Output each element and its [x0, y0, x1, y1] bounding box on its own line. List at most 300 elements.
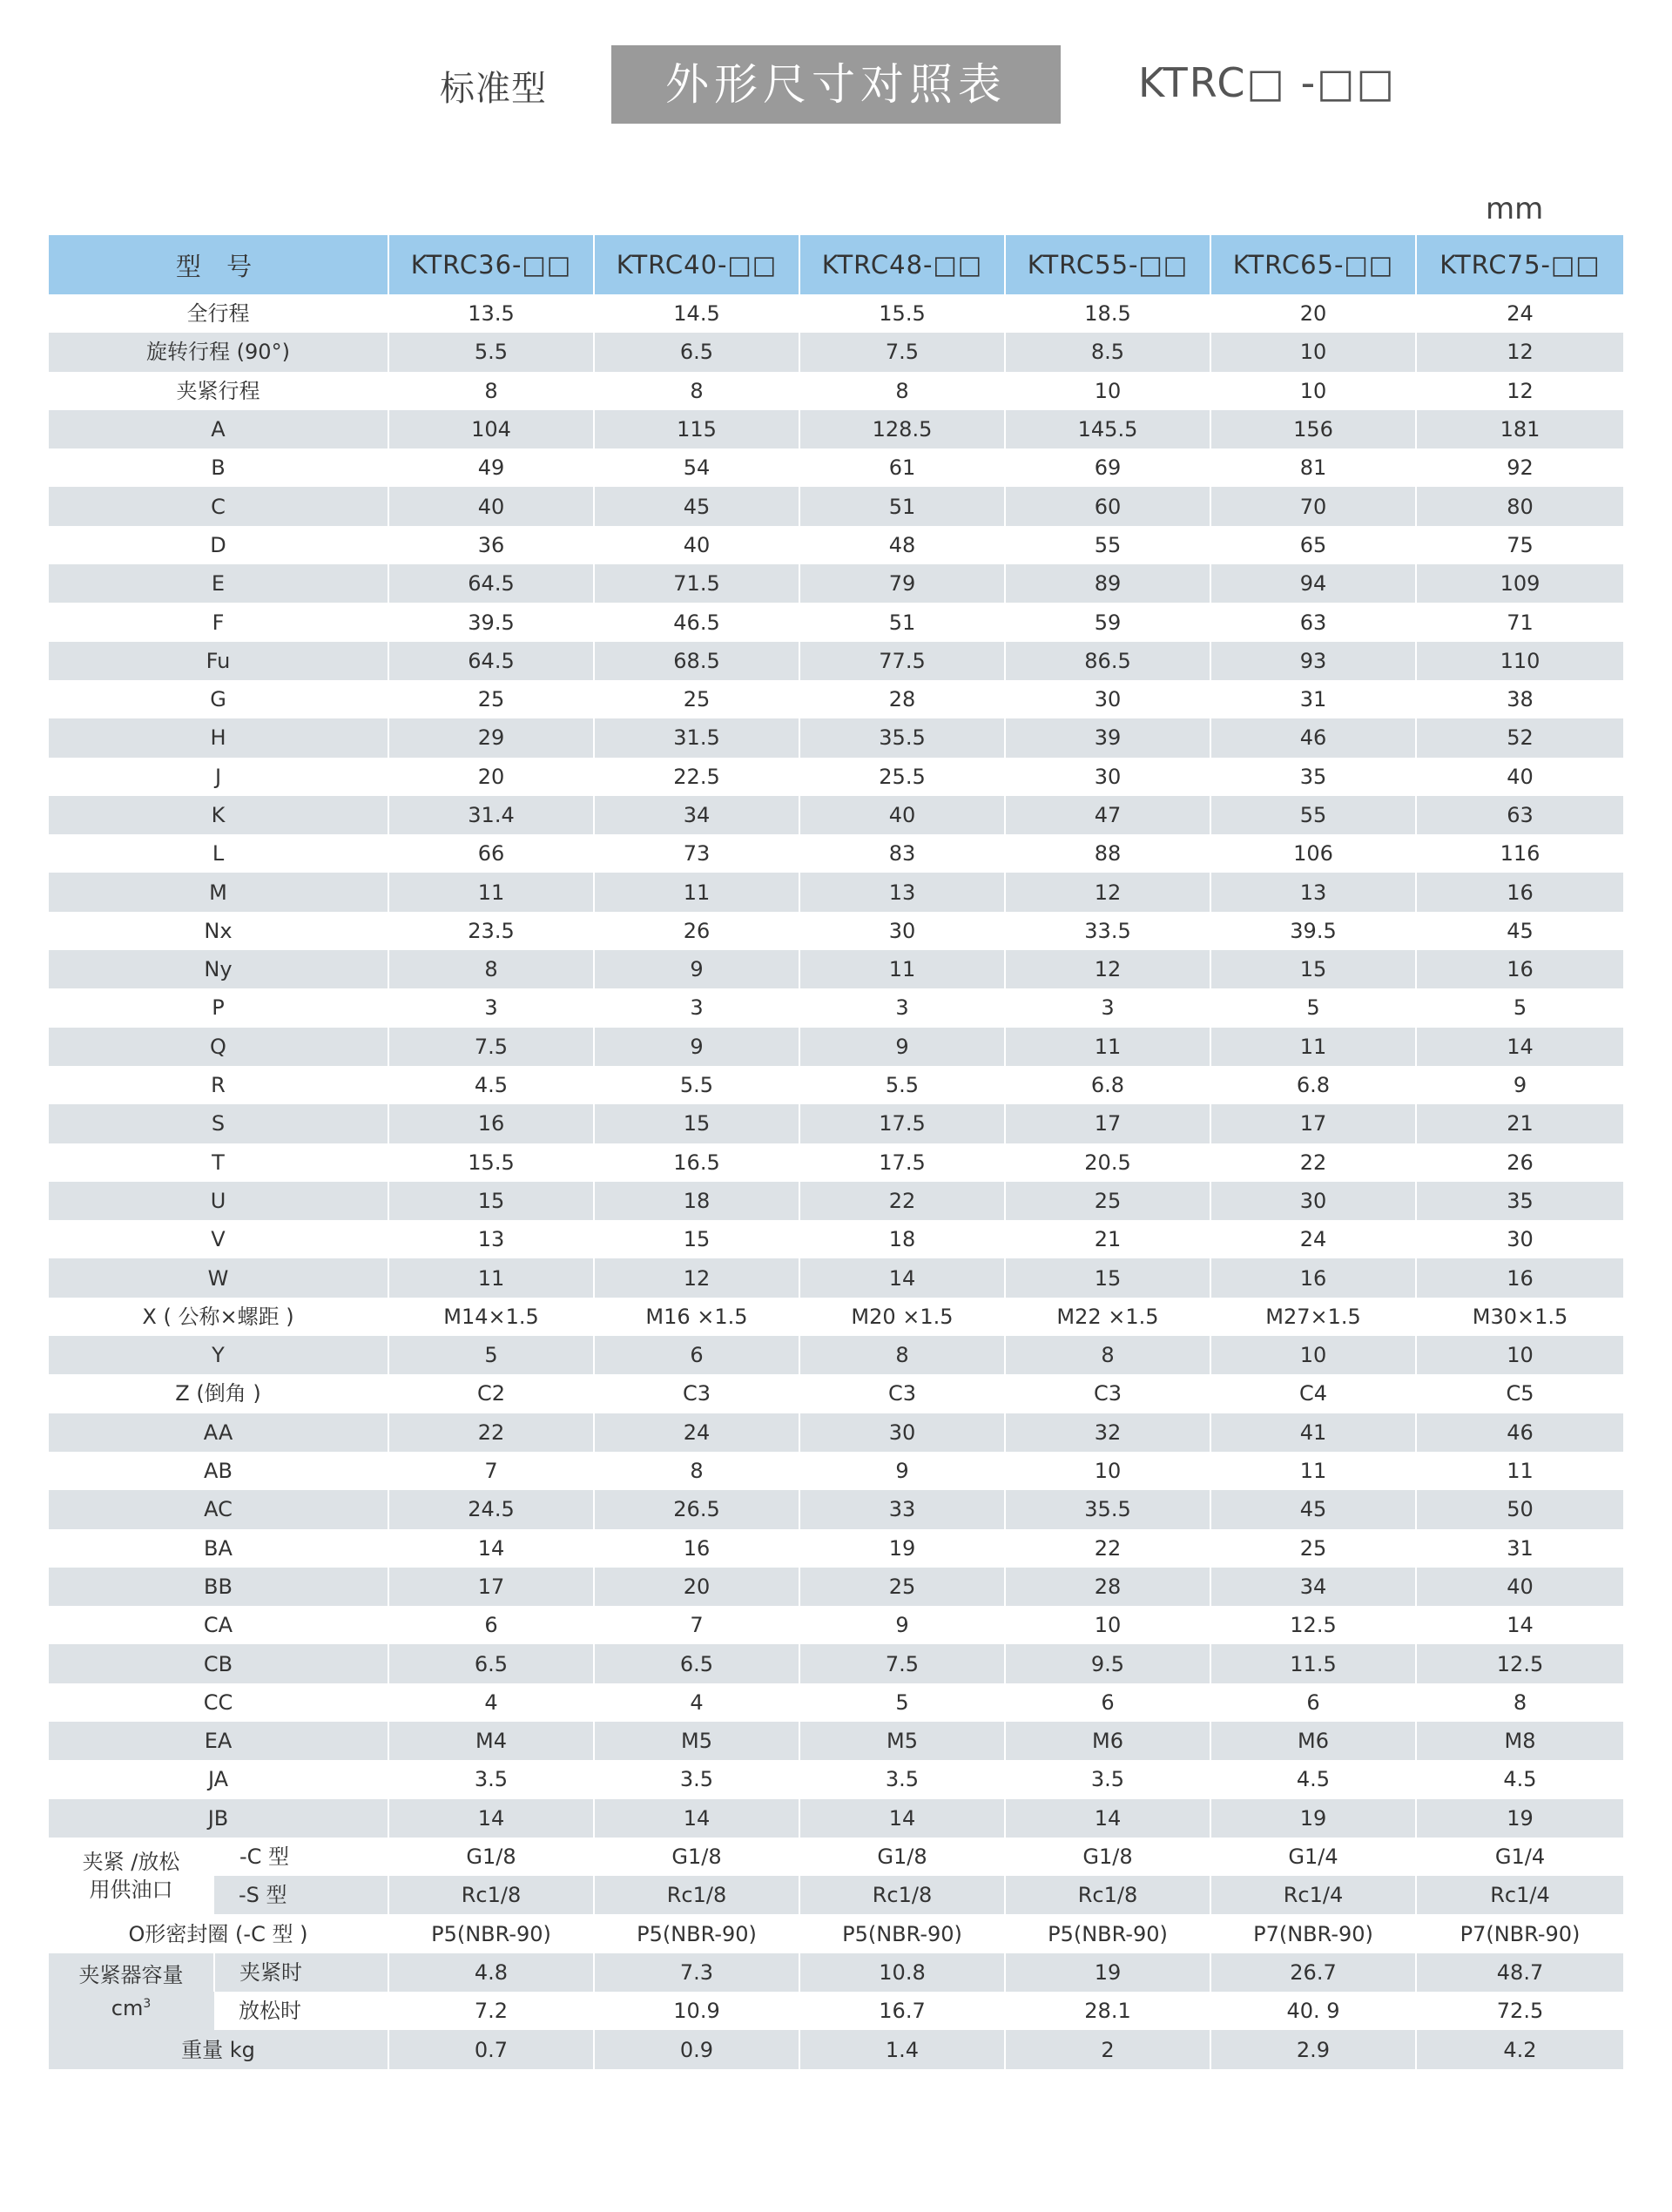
table-cell: 22.5 [594, 758, 799, 796]
table-cell: 51 [799, 603, 1005, 641]
row-label: M [49, 873, 388, 911]
row-sublabel: -C 型 [214, 1838, 388, 1876]
table-cell: G1/4 [1210, 1838, 1416, 1876]
table-row [49, 294, 1623, 333]
table-cell: 6.5 [388, 1644, 594, 1683]
table-cell: 6 [388, 1606, 594, 1644]
table-cell: C3 [799, 1374, 1005, 1413]
table-cell: 6.5 [594, 1644, 799, 1683]
table-cell: 5 [388, 1336, 594, 1374]
table-cell: 3 [388, 988, 594, 1027]
table-cell: 25 [594, 680, 799, 718]
table-cell: 15.5 [799, 294, 1005, 333]
table-cell: 9 [1416, 1066, 1623, 1104]
table-cell: 33.5 [1005, 912, 1210, 950]
table-cell: G1/8 [388, 1838, 594, 1876]
table-cell: 15 [594, 1220, 799, 1258]
table-cell: 14.5 [594, 294, 799, 333]
table-cell: 9.5 [1005, 1644, 1210, 1683]
table-cell: 6 [1005, 1683, 1210, 1722]
table-cell: 26 [1416, 1143, 1623, 1182]
table-cell: M20 ×1.5 [799, 1298, 1005, 1336]
row-label: P [49, 988, 388, 1027]
row-label: C [49, 487, 388, 525]
table-cell: 11 [594, 873, 799, 911]
table-row [49, 1490, 1623, 1528]
row-label: 旋转行程 (90°) [49, 333, 388, 371]
row-label: T [49, 1143, 388, 1182]
table-cell: 14 [388, 1529, 594, 1568]
table-cell: 4.8 [388, 1953, 594, 1992]
row-label: CB [49, 1644, 388, 1683]
table-cell: M6 [1005, 1722, 1210, 1760]
table-cell: 15 [388, 1182, 594, 1220]
table-cell: Rc1/8 [388, 1876, 594, 1914]
table-cell: 12 [1005, 873, 1210, 911]
table-cell: 22 [388, 1413, 594, 1452]
table-row [49, 642, 1623, 680]
table-cell: 22 [799, 1182, 1005, 1220]
table-cell: 22 [1005, 1529, 1210, 1568]
table-cell: 128.5 [799, 410, 1005, 448]
table-cell: 7.5 [799, 1644, 1005, 1683]
table-cell: 88 [1005, 834, 1210, 873]
table-cell: 7.5 [799, 333, 1005, 371]
row-label: R [49, 1066, 388, 1104]
table-cell: 94 [1210, 564, 1416, 603]
table-cell: 45 [1210, 1490, 1416, 1528]
table-cell: 47 [1005, 796, 1210, 834]
table-cell: 93 [1210, 642, 1416, 680]
table-cell: 30 [799, 1413, 1005, 1452]
table-cell: 20.5 [1005, 1143, 1210, 1182]
table-cell: 20 [388, 758, 594, 796]
table-cell: 6.5 [594, 333, 799, 371]
table-cell: 11 [1210, 1452, 1416, 1490]
table-cell: 28.1 [1005, 1992, 1210, 2030]
table-cell: 9 [799, 1452, 1005, 1490]
column-header: KTRC75-□□ [1416, 235, 1623, 294]
table-cell: 116 [1416, 834, 1623, 873]
row-label: CC [49, 1683, 388, 1722]
table-cell: 30 [1005, 758, 1210, 796]
table-cell: 12.5 [1416, 1644, 1623, 1683]
row-label: JA [49, 1760, 388, 1798]
table-cell: 0.7 [388, 2030, 594, 2068]
table-cell: 11 [388, 873, 594, 911]
table-cell: 31 [1210, 680, 1416, 718]
table-cell: 10 [1005, 372, 1210, 410]
table-cell: 9 [799, 1028, 1005, 1066]
table-cell: P5(NBR-90) [388, 1914, 594, 1952]
row-label: AC [49, 1490, 388, 1528]
table-row [49, 1876, 1623, 1914]
table-cell: 14 [594, 1799, 799, 1838]
table-cell: 63 [1210, 603, 1416, 641]
table-cell: 145.5 [1005, 410, 1210, 448]
table-cell: 3 [594, 988, 799, 1027]
row-label: 重量 kg [49, 2030, 388, 2068]
row-label: D [49, 526, 388, 564]
table-cell: 13 [1210, 873, 1416, 911]
table-cell: 10 [1416, 1336, 1623, 1374]
table-cell: 36 [388, 526, 594, 564]
table-cell: 13 [799, 873, 1005, 911]
row-label: W [49, 1258, 388, 1297]
table-row [49, 372, 1623, 410]
table-cell: 83 [799, 834, 1005, 873]
table-cell: 7.2 [388, 1992, 594, 2030]
table-cell: G1/8 [594, 1838, 799, 1876]
row-label: A [49, 410, 388, 448]
table-cell: 79 [799, 564, 1005, 603]
row-label: JB [49, 1799, 388, 1838]
table-cell: 23.5 [388, 912, 594, 950]
table-cell: 13 [388, 1220, 594, 1258]
table-cell: 32 [1005, 1413, 1210, 1452]
table-cell: 60 [1005, 487, 1210, 525]
table-cell: 45 [594, 487, 799, 525]
table-cell: 8 [594, 372, 799, 410]
table-cell: 5 [1210, 988, 1416, 1027]
row-label: G [49, 680, 388, 718]
table-cell: C4 [1210, 1374, 1416, 1413]
table-row [49, 873, 1623, 911]
table-cell: 31.5 [594, 718, 799, 757]
table-cell: 26.5 [594, 1490, 799, 1528]
table-cell: 11.5 [1210, 1644, 1416, 1683]
row-label: 全行程 [49, 294, 388, 333]
row-label: B [49, 448, 388, 487]
table-row [49, 448, 1623, 487]
table-row [49, 1838, 1623, 1876]
table-row [49, 1143, 1623, 1182]
table-cell: 8 [799, 1336, 1005, 1374]
table-cell: 9 [594, 950, 799, 988]
table-cell: 70 [1210, 487, 1416, 525]
row-label: EA [49, 1722, 388, 1760]
table-cell: 40 [1416, 1568, 1623, 1606]
table-cell: 34 [1210, 1568, 1416, 1606]
table-cell: 3.5 [1005, 1760, 1210, 1798]
row-label: Fu [49, 642, 388, 680]
table-cell: 109 [1416, 564, 1623, 603]
table-cell: 8 [799, 372, 1005, 410]
table-cell: 106 [1210, 834, 1416, 873]
table-cell: 7.3 [594, 1953, 799, 1992]
table-cell: 3 [1005, 988, 1210, 1027]
table-cell: 75 [1416, 526, 1623, 564]
table-cell: 65 [1210, 526, 1416, 564]
row-label: V [49, 1220, 388, 1258]
row-label: Q [49, 1028, 388, 1066]
table-row [49, 1953, 1623, 1992]
table-cell: 21 [1005, 1220, 1210, 1258]
row-label: H [49, 718, 388, 757]
table-cell: 20 [1210, 294, 1416, 333]
row-label: Y [49, 1336, 388, 1374]
table-row [49, 487, 1623, 525]
table-row [49, 950, 1623, 988]
table-cell: 14 [1005, 1799, 1210, 1838]
table-cell: 19 [1416, 1799, 1623, 1838]
table-row [49, 1374, 1623, 1413]
table-cell: 13.5 [388, 294, 594, 333]
table-cell: 3.5 [799, 1760, 1005, 1798]
row-label: L [49, 834, 388, 873]
table-row [49, 1529, 1623, 1568]
table-cell: 64.5 [388, 564, 594, 603]
table-row [49, 1606, 1623, 1644]
table-cell: 50 [1416, 1490, 1623, 1528]
table-cell: 5.5 [799, 1066, 1005, 1104]
table-cell: 15 [594, 1104, 799, 1143]
table-cell: 20 [594, 1568, 799, 1606]
table-cell: P7(NBR-90) [1416, 1914, 1623, 1952]
table-cell: 5 [1416, 988, 1623, 1027]
table-cell: 1.4 [799, 2030, 1005, 2068]
table-cell: 48 [799, 526, 1005, 564]
table-row [49, 1644, 1623, 1683]
table-row [49, 1760, 1623, 1798]
table-cell: 28 [799, 680, 1005, 718]
table-cell: 40 [799, 796, 1005, 834]
table-cell: 16.7 [799, 1992, 1005, 2030]
table-row [49, 603, 1623, 641]
table-row [49, 1336, 1623, 1374]
table-cell: 14 [1416, 1606, 1623, 1644]
volume-unit-superscript: 3 [143, 1997, 152, 2012]
row-sublabel: -S 型 [214, 1876, 388, 1914]
table-row [49, 1104, 1623, 1143]
table-cell: 40 [1416, 758, 1623, 796]
table-cell: 17.5 [799, 1104, 1005, 1143]
table-cell: 9 [799, 1606, 1005, 1644]
table-cell: 25 [1210, 1529, 1416, 1568]
table-cell: 10 [1210, 1336, 1416, 1374]
table-cell: 10 [1005, 1606, 1210, 1644]
table-cell: M5 [799, 1722, 1005, 1760]
table-cell: M27×1.5 [1210, 1298, 1416, 1336]
table-cell: 5 [799, 1683, 1005, 1722]
row-label: S [49, 1104, 388, 1143]
table-row [49, 1452, 1623, 1490]
table-cell: 51 [799, 487, 1005, 525]
table-cell: G1/8 [799, 1838, 1005, 1876]
table-cell: 7 [388, 1452, 594, 1490]
table-cell: M6 [1210, 1722, 1416, 1760]
table-cell: 45 [1416, 912, 1623, 950]
table-cell: 35 [1416, 1182, 1623, 1220]
table-cell: 4.5 [1416, 1760, 1623, 1798]
column-header: KTRC40-□□ [594, 235, 799, 294]
table-cell: 48.7 [1416, 1953, 1623, 1992]
table-cell: 2 [1005, 2030, 1210, 2068]
page-title: 外形尺寸对照表 [611, 45, 1061, 124]
table-cell: 30 [1005, 680, 1210, 718]
table-cell: 71.5 [594, 564, 799, 603]
table-row [49, 718, 1623, 757]
table-cell: 11 [1416, 1452, 1623, 1490]
table-cell: 72.5 [1416, 1992, 1623, 2030]
table-cell: 61 [799, 448, 1005, 487]
dimension-table [49, 235, 1623, 2069]
table-cell: 4 [594, 1683, 799, 1722]
table-row [49, 796, 1623, 834]
table-row [49, 1028, 1623, 1066]
table-cell: 30 [1210, 1182, 1416, 1220]
table-cell: M8 [1416, 1722, 1623, 1760]
table-row [49, 1066, 1623, 1104]
table-cell: M22 ×1.5 [1005, 1298, 1210, 1336]
table-cell: 10.9 [594, 1992, 799, 2030]
table-cell: 12 [1416, 372, 1623, 410]
table-cell: 4 [388, 1683, 594, 1722]
table-cell: 12.5 [1210, 1606, 1416, 1644]
table-row [49, 1220, 1623, 1258]
table-cell: 24 [1416, 294, 1623, 333]
table-row [49, 988, 1623, 1027]
row-label: Ny [49, 950, 388, 988]
table-cell: 110 [1416, 642, 1623, 680]
row-label: Z (倒角 ) [49, 1374, 388, 1413]
column-header: KTRC48-□□ [799, 235, 1005, 294]
table-cell: 46.5 [594, 603, 799, 641]
table-cell: 10 [1005, 1452, 1210, 1490]
table-cell: 15 [1210, 950, 1416, 988]
table-cell: 69 [1005, 448, 1210, 487]
table-cell: 35.5 [1005, 1490, 1210, 1528]
table-cell: Rc1/4 [1210, 1876, 1416, 1914]
table-cell: 41 [1210, 1413, 1416, 1452]
table-cell: 8 [1416, 1683, 1623, 1722]
table-cell: 17 [388, 1568, 594, 1606]
table-cell: 19 [799, 1529, 1005, 1568]
table-cell: 3.5 [388, 1760, 594, 1798]
table-cell: M16 ×1.5 [594, 1298, 799, 1336]
page-header [0, 42, 1672, 125]
table-cell: Rc1/8 [1005, 1876, 1210, 1914]
table-row [49, 1182, 1623, 1220]
table-cell: 35 [1210, 758, 1416, 796]
table-cell: Rc1/8 [799, 1876, 1005, 1914]
model-code-label: KTRC□ -□□ [1138, 59, 1397, 106]
table-cell: 31.4 [388, 796, 594, 834]
table-cell: P7(NBR-90) [1210, 1914, 1416, 1952]
row-label: K [49, 796, 388, 834]
table-cell: 39 [1005, 718, 1210, 757]
table-row [49, 1413, 1623, 1452]
table-body [49, 294, 1623, 2069]
table-cell: 6.8 [1210, 1066, 1416, 1104]
table-cell: 12 [1005, 950, 1210, 988]
table-cell: 16.5 [594, 1143, 799, 1182]
table-cell: 77.5 [799, 642, 1005, 680]
table-row [49, 834, 1623, 873]
table-row [49, 1683, 1623, 1722]
table-cell: 14 [388, 1799, 594, 1838]
table-cell: 8 [388, 950, 594, 988]
table-cell: 39.5 [1210, 912, 1416, 950]
table-cell: 3 [799, 988, 1005, 1027]
table-row [49, 758, 1623, 796]
table-row [49, 410, 1623, 448]
table-cell: 24 [594, 1413, 799, 1452]
table-cell: 6 [594, 1336, 799, 1374]
table-cell: 17.5 [799, 1143, 1005, 1182]
row-label: BB [49, 1568, 388, 1606]
table-cell: 55 [1005, 526, 1210, 564]
table-cell: 89 [1005, 564, 1210, 603]
table-cell: 17 [1005, 1104, 1210, 1143]
table-header-row [49, 235, 1623, 294]
row-sublabel: 夹紧时 [214, 1953, 388, 1992]
port-group-label-line1: 夹紧 /放松 [82, 1849, 180, 1874]
table-cell: 81 [1210, 448, 1416, 487]
row-label: BA [49, 1529, 388, 1568]
row-label: 夹紧行程 [49, 372, 388, 410]
table-cell: 4.5 [388, 1066, 594, 1104]
table-cell: 12 [1416, 333, 1623, 371]
row-label: Nx [49, 912, 388, 950]
table-cell: 40 [594, 526, 799, 564]
table-cell: 6 [1210, 1683, 1416, 1722]
table-cell: 66 [388, 834, 594, 873]
table-cell: 14 [799, 1799, 1005, 1838]
table-cell: 6.8 [1005, 1066, 1210, 1104]
table-cell: 64.5 [388, 642, 594, 680]
table-cell: 30 [1416, 1220, 1623, 1258]
port-group-label [49, 1838, 214, 1915]
table-row [49, 1914, 1623, 1952]
table-cell: 80 [1416, 487, 1623, 525]
table-cell: 40. 9 [1210, 1992, 1416, 2030]
table-cell: 18 [594, 1182, 799, 1220]
table-row [49, 680, 1623, 718]
table-cell: 8 [594, 1452, 799, 1490]
table-cell: 156 [1210, 410, 1416, 448]
table-cell: 92 [1416, 448, 1623, 487]
table-cell: 7 [594, 1606, 799, 1644]
row-label: E [49, 564, 388, 603]
unit-label: mm [1486, 192, 1544, 226]
table-cell: 11 [1005, 1028, 1210, 1066]
column-header: KTRC36-□□ [388, 235, 594, 294]
table-cell: 10 [1210, 372, 1416, 410]
table-cell: 18 [799, 1220, 1005, 1258]
table-cell: 28 [1005, 1568, 1210, 1606]
table-cell: 39.5 [388, 603, 594, 641]
model-header: 型 号 [49, 235, 388, 294]
table-cell: M5 [594, 1722, 799, 1760]
table-cell: 181 [1416, 410, 1623, 448]
table-cell: G1/4 [1416, 1838, 1623, 1876]
table-cell: 5.5 [594, 1066, 799, 1104]
row-label: AA [49, 1413, 388, 1452]
table-cell: 8 [1005, 1336, 1210, 1374]
table-row [49, 1258, 1623, 1297]
table-cell: 3.5 [594, 1760, 799, 1798]
table-row [49, 1568, 1623, 1606]
table-cell: 25 [388, 680, 594, 718]
table-cell: C5 [1416, 1374, 1623, 1413]
table-cell: 4.2 [1416, 2030, 1623, 2068]
table-cell: 14 [1416, 1028, 1623, 1066]
table-cell: 21 [1416, 1104, 1623, 1143]
table-cell: 63 [1416, 796, 1623, 834]
table-cell: G1/8 [1005, 1838, 1210, 1876]
table-cell: 68.5 [594, 642, 799, 680]
